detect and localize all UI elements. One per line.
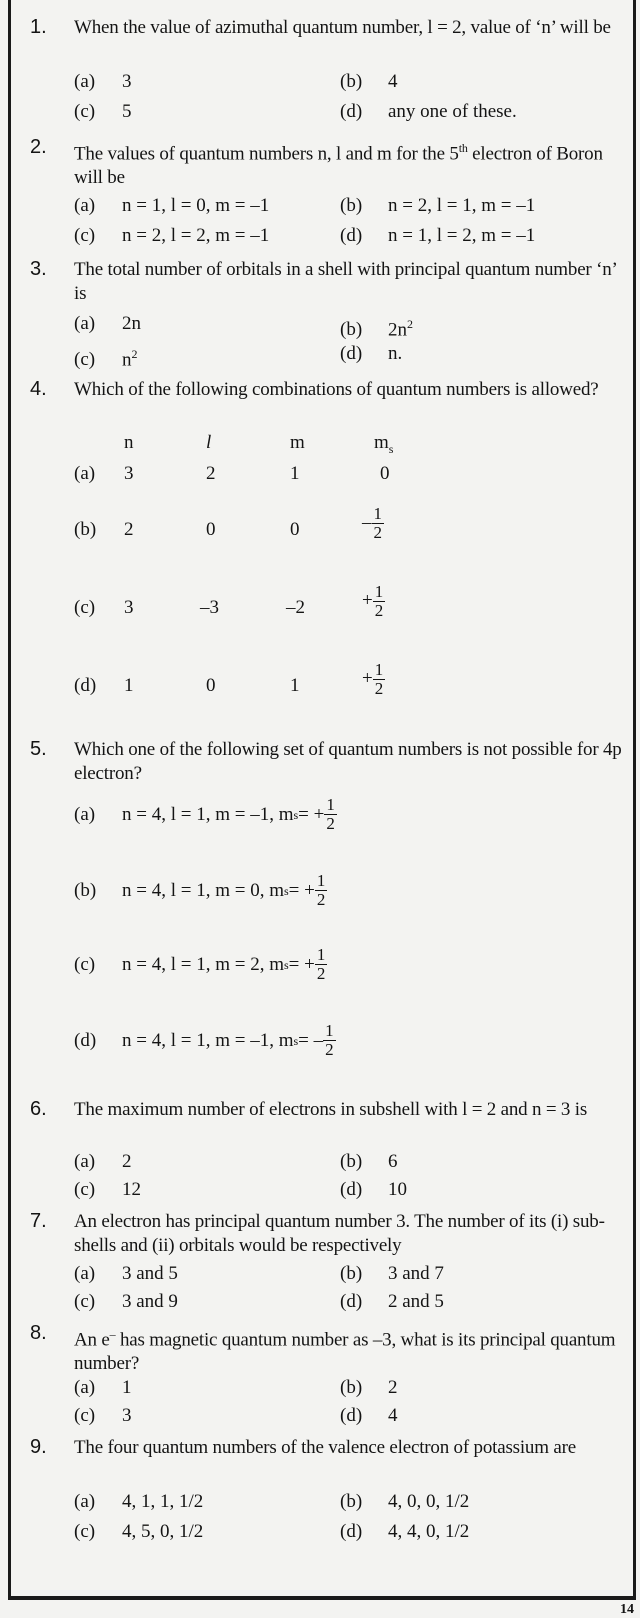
header-n: n bbox=[124, 432, 134, 453]
option-a[interactable]: (a) 3 and 5 bbox=[74, 1263, 178, 1284]
question-number: 1. bbox=[30, 16, 47, 38]
option-b[interactable]: (b) 4 bbox=[340, 71, 398, 92]
option-c[interactable]: (c) 4, 5, 0, 1/2 bbox=[74, 1521, 204, 1542]
option-a[interactable]: (a) 2 bbox=[74, 1151, 132, 1172]
option-c[interactable]: (c) 3 and 9 bbox=[74, 1291, 178, 1312]
option-a[interactable]: (a) 3 bbox=[74, 71, 132, 92]
question-text: Which one of the following set of quantum numbers is not possible for 4p electron? bbox=[74, 739, 622, 784]
option-b[interactable]: (b) 2 bbox=[340, 1377, 398, 1398]
header-ms: $m_s$ bbox=[374, 432, 394, 456]
option-b[interactable]: (b) 6 bbox=[340, 1151, 398, 1172]
option-d[interactable]: (d) 4 bbox=[340, 1405, 398, 1426]
header-l: l bbox=[206, 432, 212, 453]
question-number: 4. bbox=[30, 378, 47, 400]
option-d[interactable]: (d) 4, 4, 0, 1/2 bbox=[340, 1521, 470, 1542]
option-d[interactable]: (d) n = 1, l = 2, m = –1 bbox=[340, 225, 536, 246]
header-m: m bbox=[290, 432, 305, 453]
option-d[interactable]: (d) any one of these. bbox=[340, 101, 517, 122]
question-text: An electron has principal quantum number 3. The number of its (i) sub-shells and (ii) orbitals would be respectively bbox=[74, 1211, 605, 1256]
option-c[interactable]: (c) n = 2, l = 2, m = –1 bbox=[74, 225, 270, 246]
option-a[interactable]: (a) 1 bbox=[74, 1377, 132, 1398]
option-a[interactable]: (a) 4, 1, 1, 1/2 bbox=[74, 1491, 204, 1512]
question-text: The four quantum numbers of the valence electron of potassium are bbox=[74, 1437, 576, 1458]
option-a[interactable]: (a) n = 1, l = 0, m = –1 bbox=[74, 195, 270, 216]
option-b[interactable]: (b) n = 2, l = 1, m = –1 bbox=[340, 195, 536, 216]
question-number: 8. bbox=[30, 1322, 47, 1344]
fraction: + $\frac{1}{2}$ bbox=[362, 660, 384, 698]
option-c[interactable]: (c) $n^2$ bbox=[74, 347, 138, 371]
question-text: The total number of orbitals in a shell with principal quantum number ‘n’ is bbox=[74, 259, 617, 304]
option-d[interactable]: (d) n = 4, l = 1, m = –1, m s = – $\frac{1}{2}$ bbox=[74, 1021, 334, 1059]
option-b[interactable]: (b) 4, 0, 0, 1/2 bbox=[340, 1491, 470, 1512]
option-c[interactable]: (c) n = 4, l = 1, m = 2, m s = + $\frac{1}{2}$ bbox=[74, 945, 326, 983]
option-d[interactable]: (d) 2 and 5 bbox=[340, 1291, 444, 1312]
question-number: 2. bbox=[30, 136, 47, 158]
question-text: Which of the following combinations of quantum numbers is allowed? bbox=[74, 379, 599, 400]
fraction: – $\frac{1}{2}$ bbox=[362, 504, 382, 542]
question-text: The values of quantum numbers n, l and m for the 5th electron of Boron will be bbox=[74, 141, 603, 189]
option-b[interactable]: (b) n = 4, l = 1, m = 0, m s = + $\frac{1}{2}$ bbox=[74, 871, 326, 909]
question-text: The maximum number of electrons in subshell with l = 2 and n = 3 is bbox=[74, 1099, 588, 1120]
question-text: An e– has magnetic quantum number as –3, what is its principal quantum number? bbox=[74, 1327, 616, 1375]
question-number: 6. bbox=[30, 1098, 47, 1120]
question-number: 9. bbox=[30, 1436, 47, 1458]
option-a[interactable]: (a) 2n bbox=[74, 313, 141, 334]
option-c[interactable]: (c) 3 bbox=[74, 1405, 132, 1426]
option-c[interactable]: (c) 12 bbox=[74, 1179, 141, 1200]
option-b[interactable]: (b) $2n^2$ bbox=[340, 317, 413, 341]
fraction: + $\frac{1}{2}$ bbox=[362, 582, 384, 620]
question-number: 3. bbox=[30, 258, 47, 280]
question-number: 5. bbox=[30, 738, 47, 760]
question-text: When the value of azimuthal quantum number, l = 2, value of ‘n’ will be bbox=[74, 17, 611, 38]
option-d[interactable]: (d) 10 bbox=[340, 1179, 407, 1200]
option-d[interactable]: (d) n. bbox=[340, 343, 403, 364]
option-a[interactable]: (a) n = 4, l = 1, m = –1, m s = + $\frac{1}{2}$ bbox=[74, 795, 335, 833]
page-number: 14 bbox=[620, 1602, 634, 1617]
option-c[interactable]: (c) 5 bbox=[74, 101, 132, 122]
question-number: 7. bbox=[30, 1210, 47, 1232]
option-b[interactable]: (b) 3 and 7 bbox=[340, 1263, 444, 1284]
